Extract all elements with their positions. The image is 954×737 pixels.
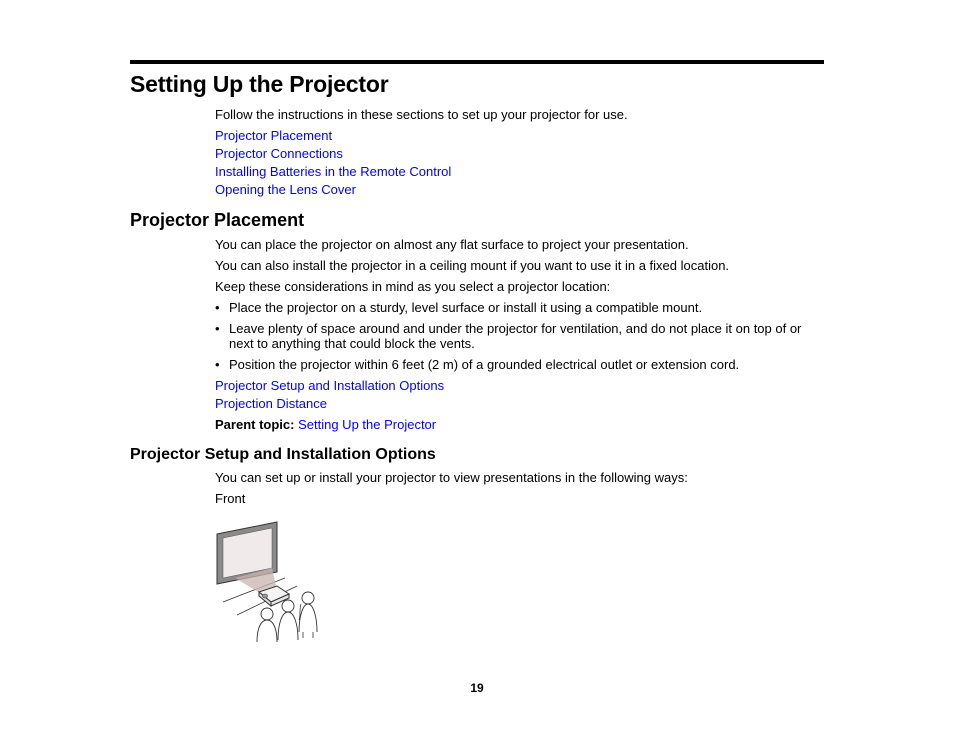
parent-topic-label: Parent topic:: [215, 417, 295, 432]
placement-paragraph-2: You can also install the projector in a ceiling mount if you want to use it in a fixed location.: [215, 258, 730, 273]
link-projection-distance[interactable]: Projection Distance: [215, 396, 327, 411]
bullet-item-ventilation: Leave plenty of space around and under the projector for ventilation, and do not place it on top of or next to anything that could block the vents.: [229, 321, 802, 351]
toc-link-projector-placement[interactable]: Projector Placement: [215, 128, 333, 143]
front-label: Front: [215, 491, 246, 506]
bullet-item-outlet: Position the projector within 6 feet (2 m) of a grounded electrical outlet or extension cord.: [229, 357, 740, 372]
page-title: Setting Up the Projector: [130, 71, 389, 97]
placement-paragraph-1: You can place the projector on almost any flat surface to project your presentation.: [215, 237, 689, 252]
toc-link-installing-batteries[interactable]: Installing Batteries in the Remote Control: [215, 164, 452, 179]
link-setup-installation-options[interactable]: Projector Setup and Installation Options: [215, 378, 445, 393]
bullet-marker: •: [215, 357, 220, 372]
placement-paragraph-3: Keep these considerations in mind as you select a projector location:: [215, 279, 611, 294]
bullet-marker: •: [215, 300, 220, 315]
front-projection-illustration: [215, 520, 325, 650]
bullet-marker: •: [215, 321, 220, 336]
toc-link-opening-lens-cover[interactable]: Opening the Lens Cover: [215, 182, 356, 197]
intro-text: Follow the instructions in these sections to set up your projector for use.: [215, 107, 628, 122]
section-heading-setup-options: Projector Setup and Installation Options: [130, 446, 436, 463]
section-heading-placement: Projector Placement: [130, 210, 305, 230]
parent-topic-link[interactable]: Setting Up the Projector: [298, 417, 437, 432]
header-rule: [130, 60, 824, 64]
page-number: 19: [470, 681, 484, 695]
setup-options-paragraph: You can set up or install your projector to view presentations in the following ways:: [215, 470, 688, 485]
toc-link-projector-connections[interactable]: Projector Connections: [215, 146, 343, 161]
parent-topic-line: [215, 417, 436, 432]
bullet-item-sturdy-surface: Place the projector on a sturdy, level surface or install it using a compatible mount.: [229, 300, 703, 315]
